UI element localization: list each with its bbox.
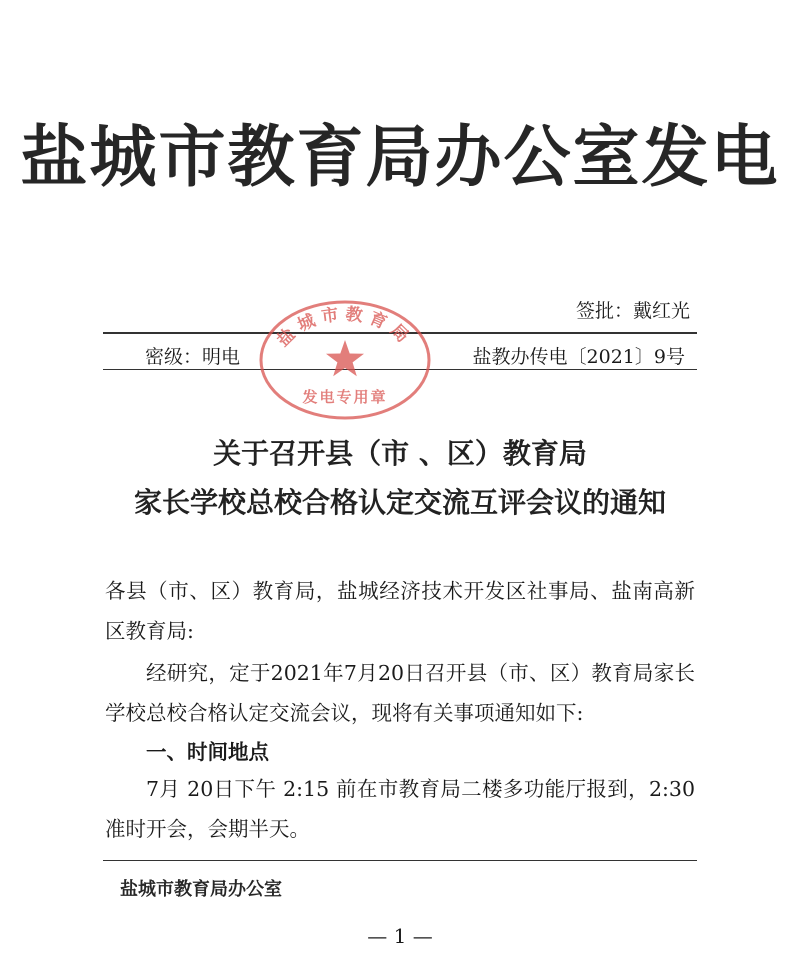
footer-rule bbox=[103, 860, 697, 861]
seal-top-text: 盐城市教育局 bbox=[273, 304, 417, 351]
page-number: — 1 — bbox=[367, 924, 433, 948]
seal-star-icon bbox=[326, 340, 364, 376]
addressee-paragraph: 各县（市、区）教育局，盐城经济技术开发区社事局、盐南高新区教育局: bbox=[105, 579, 695, 643]
main-paragraph: 经研究，定于2021年7月20日召开县（市、区）教育局家长学校总校合格认定交流会议，现将有关事项通知如下: bbox=[105, 661, 695, 725]
notice-title-line1: 关于召开县（市 、区）教育局 bbox=[213, 437, 587, 470]
notice-title-line2: 家长学校总校合格认定交流互评会议的通知 bbox=[133, 486, 666, 519]
classification-label: 密级：明电 bbox=[145, 346, 241, 368]
seal-bottom-text: 发电专用章 bbox=[302, 388, 388, 406]
section-heading-time-place: 一、时间地点 bbox=[146, 740, 269, 764]
official-seal bbox=[257, 298, 433, 422]
time-place-paragraph: 7月 20日下午 2:15 前在市教育局二楼多功能厅报到，2:30准时开会，会期半天。 bbox=[105, 777, 695, 841]
footer-organization: 盐城市教育局办公室 bbox=[120, 879, 282, 900]
masthead-title: 盐城市教育局办公室发电 bbox=[20, 118, 780, 196]
document-number: 盐教办传电〔2021〕9号 bbox=[472, 346, 685, 368]
approval-signature: 签批：戴红光 bbox=[575, 300, 690, 322]
